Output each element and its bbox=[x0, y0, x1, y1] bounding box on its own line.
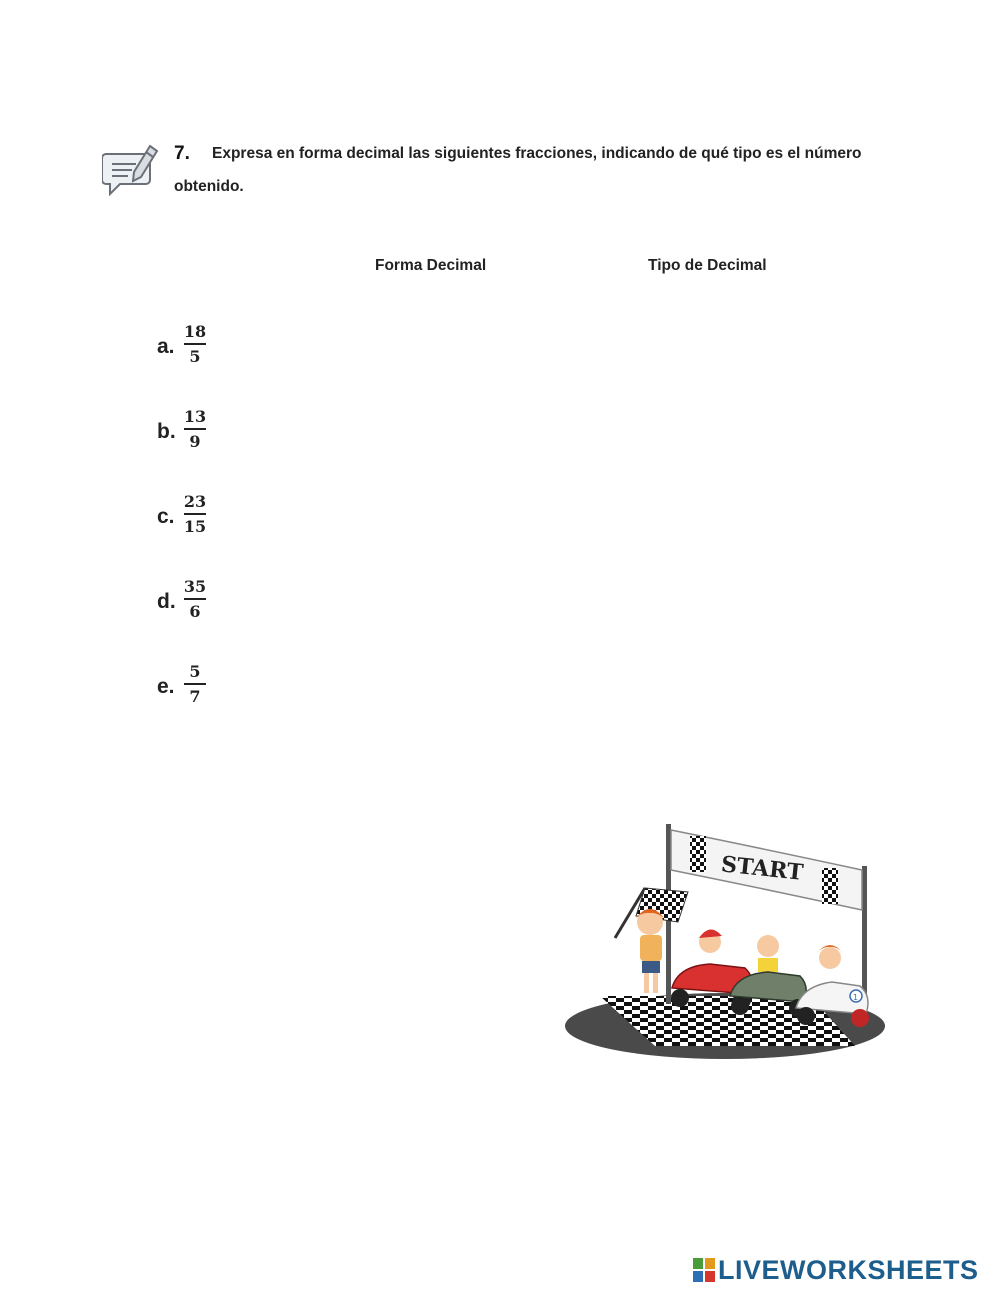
banner-checker-right bbox=[822, 868, 838, 904]
fraction-numerator: 18 bbox=[183, 322, 207, 341]
car-number: 1 bbox=[853, 993, 859, 1002]
item-letter: c. bbox=[157, 505, 175, 528]
column-heading-decimal: Forma Decimal bbox=[375, 257, 487, 274]
fraction-bar bbox=[184, 598, 206, 600]
kid-with-flag bbox=[636, 909, 664, 993]
liveworksheets-logo bbox=[693, 1254, 979, 1286]
fraction-bar bbox=[184, 683, 206, 685]
item-letter: d. bbox=[157, 590, 176, 613]
fraction-bar bbox=[184, 428, 206, 430]
fraction bbox=[183, 492, 207, 537]
question-text-line1: Expresa en forma decimal las siguientes fracciones, indicando de qué tipo es el número bbox=[212, 145, 862, 162]
fraction-denominator: 15 bbox=[183, 517, 207, 536]
fraction-denominator: 6 bbox=[189, 602, 201, 621]
fraction-denominator: 5 bbox=[189, 347, 201, 366]
question-number: 7. bbox=[174, 143, 190, 164]
fraction-item-c bbox=[157, 492, 577, 542]
question-text-line2: obtenido. bbox=[174, 178, 244, 195]
fraction-denominator: 7 bbox=[189, 687, 201, 706]
fraction-bar bbox=[184, 513, 206, 515]
fraction-denominator: 9 bbox=[189, 432, 201, 451]
note-pencil-icon bbox=[102, 142, 164, 200]
fraction bbox=[183, 577, 207, 622]
fraction-item-a bbox=[157, 322, 577, 372]
item-letter: e. bbox=[157, 675, 175, 698]
fraction-numerator: 35 bbox=[183, 577, 207, 596]
item-letter: a. bbox=[157, 335, 175, 358]
fraction-item-d bbox=[157, 577, 577, 627]
fraction-item-b bbox=[157, 407, 577, 457]
race-start-illustration bbox=[560, 818, 890, 1063]
liveworksheets-logo-icon bbox=[693, 1258, 715, 1282]
item-letter: b. bbox=[157, 420, 176, 443]
fraction bbox=[183, 407, 207, 452]
fraction-numerator: 13 bbox=[183, 407, 207, 426]
banner-start-text: START bbox=[719, 851, 805, 886]
fraction bbox=[183, 662, 207, 707]
fraction-bar bbox=[184, 343, 206, 345]
column-heading-tipo: Tipo de Decimal bbox=[648, 257, 767, 274]
banner-checker-left bbox=[690, 836, 706, 872]
fraction-numerator: 23 bbox=[183, 492, 207, 511]
fraction bbox=[183, 322, 207, 367]
liveworksheets-logo-text: LIVEWORKSHEETS bbox=[718, 1254, 979, 1285]
fraction-numerator: 5 bbox=[189, 662, 201, 681]
fraction-item-e bbox=[157, 662, 577, 712]
